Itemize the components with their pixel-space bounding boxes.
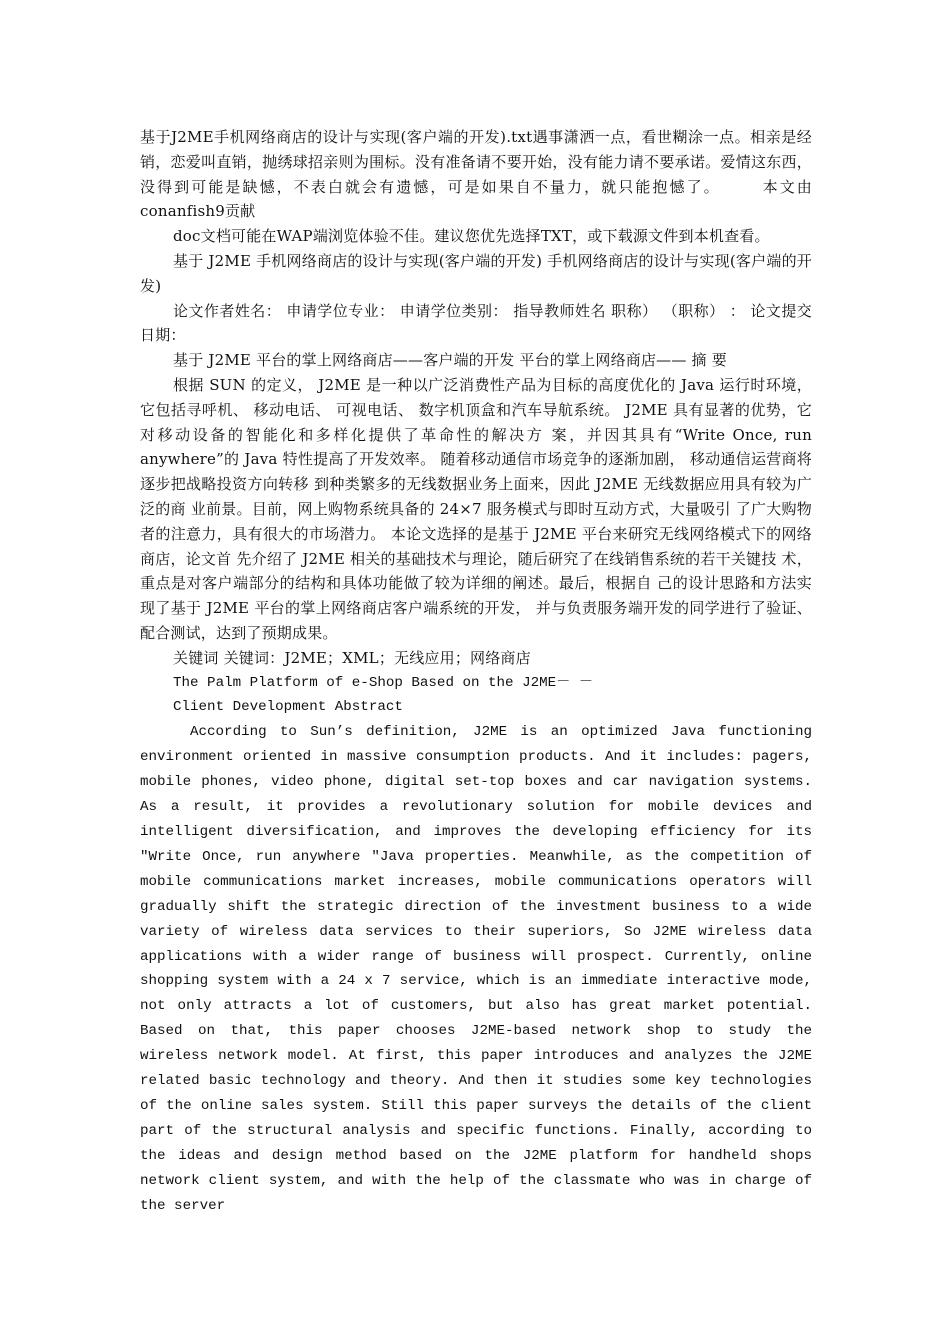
doc-notice: doc文档可能在WAP端浏览体验不佳。建议您优先选择TXT，或下载源文件到本机查看。	[173, 227, 770, 246]
english-title-line-2: Client Development Abstract	[173, 699, 403, 716]
document-body	[140, 125, 812, 1218]
english-title-line-1: The Palm Platform of e-Shop Based on the J2ME－ －	[173, 674, 594, 691]
intro-text: 基于J2ME手机网络商店的设计与实现(客户端的开发).txt遇事潇洒一点，看世糊涂一点。相亲是经销，恋爱叫直销，抛绣球招亲则为围标。没有准备请不要开始，没有能力请不要承诺。爱情这东西，没得到可能是缺憾，不表白就会有遗憾，可是如果自不量力，就只能抱憾了。	[140, 128, 812, 196]
abstract-english: According to Sun’s definition, J2ME is an optimized Java functioning environment oriented in massive consumption products. And it includes: pagers, mobile phones, video phone, digital set-top boxes and car navigation systems. As a result, it provides a revolutionary solution for mobile devices and intelligent diversification, and improves the developing efficiency for its "Write Once, run anywhere "Java properties. Meanwhile, as the competition of mobile communications market increases, mobile communications operators will gradually shift the strategic direction of the investment business to a wide variety of wireless data services to their superiors, So J2ME wireless data applications with a wider range of business will prospect. Currently, online shopping system with a 24 x 7 service, which is an immediate interactive mode, not only attracts a lot of customers, but also has great market potential. Based on that, this paper chooses J2ME-based network shop to study the wireless network model. At first, this paper introduces and analyzes the J2ME related basic technology and theory. And then it studies some key technologies of the online sales system. Still this paper surveys the details of the client part of the structural analysis and specific functions. Finally, according to the ideas and design method based on the J2ME platform for handheld shops network client system, and with the help of the classmate who was in charge of the server	[140, 724, 812, 1214]
intro-paragraph	[140, 125, 812, 224]
abstract-chinese: 根据 SUN 的定义， J2ME 是一种以广泛消费性产品为目标的高度优化的 Java 运行时环境， 它包括寻呼机、 移动电话、 可视电话、 数字机顶盒和汽车导航系统。 J2ME 具有显著的优势，它对移动设备的智能化和多样化提供了革命性的解决方 案，并因其具有“Write Once, run anywhere”的 Java 特性提高了开发效率。 随着移动通信市场竞争的逐渐加剧， 移动通信运营商将逐步把战略投资方向转移 到种类繁多的无线数据业务上面来，因此 J2ME 无线数据应用具有较为广泛的商 业前景。目前，网上购物系统具备的 24×7 服务模式与即时互动方式，大量吸引 了广大购物者的注意力，具有很大的市场潜力。 本论文选择的是基于 J2ME 平台来研究无线网络模式下的网络商店，论文首 先介绍了 J2ME 相关的基础技术与理论，随后研究了在线销售系统的若干关键技 术，重点是对客户端部分的结构和具体功能做了较为详细的阐述。最后，根据自 己的设计思路和方法实现了基于 J2ME 平台的掌上网络商店客户端系统的开发， 并与负责服务端开发的同学进行了验证、配合测试，达到了预期成果。	[140, 375, 812, 642]
subtitle-line: 基于 J2ME 平台的掌上网络商店——客户端的开发 平台的掌上网络商店—— 摘 要	[173, 351, 727, 370]
keywords-line: 关键词 关键词：J2ME；XML；无线应用；网络商店	[173, 648, 531, 667]
contributor-note: 本文由conanfish9贡献	[140, 177, 812, 221]
title-line: 基于 J2ME 手机网络商店的设计与实现(客户端的开发) 手机网络商店的设计与实现(客户端的开发)	[140, 251, 812, 295]
author-fields: 论文作者姓名： 申请学位专业： 申请学位类别： 指导教师姓名 职称） （职称） ： 论文提交日期：	[140, 301, 812, 345]
